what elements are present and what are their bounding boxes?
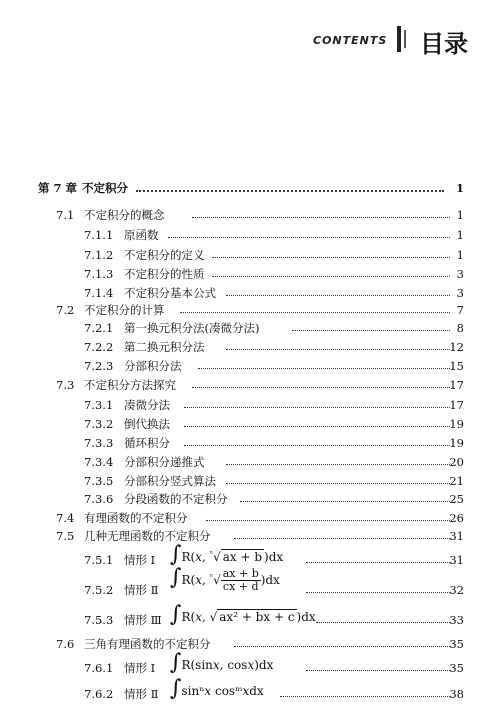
toc-leader (240, 491, 450, 502)
formula-part: , cos (219, 658, 248, 672)
toc-leader (306, 660, 450, 671)
toc-leader (212, 266, 450, 277)
toc-num: 7.3 (56, 378, 75, 392)
toc-leader (306, 582, 450, 593)
formula-var: x (195, 573, 202, 587)
toc-title: 原函数 (124, 228, 159, 242)
toc-title: 分部积分递推式 (124, 455, 205, 469)
toc-num: 7.1.2 (84, 248, 114, 262)
toc-subsection-7-6-2[interactable] (84, 686, 464, 702)
toc-num: 7.6.2 (84, 687, 114, 701)
formula-radicand: ax² + bx + c (219, 610, 295, 624)
formula-part: )dx (296, 610, 316, 624)
integral-sign: ∫ (170, 676, 182, 701)
toc-subsection-7-1-2[interactable] (84, 247, 464, 263)
toc-title: 不定积分方法探究 (84, 378, 176, 392)
integral-sign: ∫ (170, 565, 182, 590)
toc-subsection-7-1-3[interactable] (84, 266, 464, 282)
toc-num: 7.2.1 (84, 321, 114, 335)
toc-leader (192, 207, 450, 218)
header-bar (397, 26, 401, 52)
toc-leader (280, 686, 450, 697)
toc-num: 7.4 (56, 511, 75, 525)
toc-page: 25 (449, 492, 464, 506)
toc-section-7-6[interactable] (56, 636, 464, 652)
toc-title: 分段函数的不定积分 (124, 492, 228, 506)
formula-part: dx (249, 684, 264, 698)
toc-page: 35 (449, 637, 464, 651)
toc-subsection-7-2-2[interactable] (84, 339, 464, 355)
toc-subsection-7-3-6[interactable] (84, 491, 464, 507)
toc-page: 12 (449, 340, 464, 354)
toc-leader (184, 416, 450, 427)
toc-page: 1 (456, 228, 464, 242)
toc-subsection-7-3-4[interactable] (84, 454, 464, 470)
toc-num: 7.5.3 (84, 613, 114, 627)
integral-sign: ∫ (170, 650, 182, 675)
contents-label: CONTENTS (313, 34, 388, 47)
formula-part: , (201, 573, 210, 587)
toc-leader (184, 397, 450, 408)
formula-part: sinⁿ (181, 684, 205, 698)
toc-subsection-7-1-4[interactable] (84, 285, 464, 301)
toc-num: 7.2 (56, 303, 75, 317)
toc-subsection-7-2-1[interactable] (84, 320, 464, 336)
toc-page: 1 (455, 181, 464, 195)
toc-leader (316, 612, 450, 623)
page-title: 目录 (420, 30, 468, 58)
toc-title: 第一换元积分法(凑微分法) (124, 321, 260, 335)
toc-leader (306, 552, 450, 563)
integral-sign: ∫ (170, 542, 182, 567)
toc-page: 8 (456, 321, 464, 335)
toc-leader (226, 454, 450, 465)
toc-leader (226, 285, 450, 296)
header-bar-thin (404, 30, 406, 48)
toc-leader (292, 320, 450, 331)
toc-title: 情形 Ⅱ (124, 583, 159, 597)
toc-title: 分部积分竖式算法 (124, 474, 216, 488)
toc-section-7-1[interactable] (56, 207, 464, 223)
toc-subsection-7-3-1[interactable] (84, 397, 464, 413)
toc-page: 35 (449, 661, 464, 675)
toc-subsection-7-3-3[interactable] (84, 435, 464, 451)
toc-leader (136, 180, 444, 192)
formula-fraction (221, 568, 261, 593)
toc-title: 不定积分的计算 (84, 303, 165, 317)
integral-sign: ∫ (170, 602, 182, 627)
toc-title: 分部积分法 (124, 359, 182, 373)
toc-page: 38 (449, 687, 464, 701)
formula-part: )dx (264, 550, 284, 564)
toc-leader (168, 227, 450, 238)
toc-page: 15 (449, 359, 464, 373)
formula-part: )dx (260, 573, 280, 587)
toc-page: 21 (449, 474, 464, 488)
toc-chapter-7[interactable] (38, 180, 464, 196)
toc-leader (184, 435, 450, 446)
formula-var: x (247, 658, 255, 672)
toc-leader (180, 302, 450, 313)
toc-num: 7.6 (56, 637, 75, 651)
formula-7-6-1 (170, 650, 274, 675)
formula-7-5-3: ∫R(x, √ ax² + bx + c )dx (170, 602, 316, 627)
toc-num: 7.6.1 (84, 661, 114, 675)
formula-7-5-1: ∫R(x, $^{^n}$√ ax + b )dx (170, 542, 284, 567)
formula-part: , (201, 550, 210, 564)
toc-page: 26 (449, 511, 464, 525)
toc-page: 19 (449, 417, 464, 431)
toc-title: 情形 Ⅰ (124, 661, 156, 675)
toc-num: 7.3.4 (84, 455, 114, 469)
toc-page: 20 (449, 455, 464, 469)
formula-var: x (195, 610, 202, 624)
toc-subsection-7-6-1[interactable] (84, 660, 464, 676)
toc-title: 循环积分 (124, 436, 170, 450)
toc-leader (206, 510, 450, 521)
toc-page: 3 (456, 286, 464, 300)
toc-title: 不定积分的性质 (124, 267, 205, 281)
toc-page: 17 (449, 378, 464, 392)
formula-part: cosᵐ (211, 684, 243, 698)
toc-num: 7.3.6 (84, 492, 114, 506)
toc-leader (212, 247, 450, 258)
toc-leader (234, 636, 450, 647)
toc-leader (234, 528, 450, 539)
toc-page: 17 (449, 398, 464, 412)
formula-var: x (204, 684, 212, 698)
toc-title: 情形 Ⅲ (124, 613, 162, 627)
toc-num: 7.5.2 (84, 583, 114, 597)
toc-subsection-7-3-2[interactable] (84, 416, 464, 432)
toc-page: 31 (449, 529, 464, 543)
formula-index: ⁿ (209, 549, 214, 558)
formula-part: R( (181, 550, 196, 564)
toc-title: 不定积分 (82, 181, 128, 195)
toc-title: 情形 Ⅱ (124, 687, 159, 701)
toc-leader (192, 377, 450, 388)
formula-var: x (242, 684, 250, 698)
toc-leader (198, 358, 450, 369)
fraction-numerator: ax + b (222, 567, 259, 580)
toc-title: 有理函数的不定积分 (84, 511, 188, 525)
formula-var: x (195, 550, 202, 564)
toc-section-7-3[interactable] (56, 377, 464, 393)
toc-title: 凑微分法 (124, 398, 170, 412)
toc-section-7-5[interactable] (56, 528, 464, 544)
toc-num: 7.5.1 (84, 553, 114, 567)
toc-title: 倒代换法 (124, 417, 170, 431)
formula-7-5-2: ∫R(x, $^{^n}$√ $\frac{ax + b}{cx + d}$ )dx (170, 565, 280, 593)
toc-title: 情形 Ⅰ (124, 553, 156, 567)
formula-var: x (212, 658, 220, 672)
formula-part: R( (181, 573, 196, 587)
toc-title: 三角有理函数的不定积分 (84, 637, 211, 651)
formula-part: R(sin (181, 658, 213, 672)
toc-page: 3 (456, 267, 464, 281)
toc-page: 19 (449, 436, 464, 450)
formula-part: R( (181, 610, 196, 624)
toc-subsection-7-1-1[interactable] (84, 227, 464, 243)
toc-num: 7.1 (56, 208, 75, 222)
toc-num: 7.1.1 (84, 228, 114, 242)
formula-7-6-2 (170, 676, 264, 701)
formula-part: )dx (254, 658, 274, 672)
toc-title: 不定积分基本公式 (124, 286, 216, 300)
toc-page: 1 (456, 208, 464, 222)
toc-page: 33 (449, 613, 464, 627)
fraction-denominator: cx + d (222, 580, 259, 593)
toc-subsection-7-3-5[interactable] (84, 473, 464, 489)
toc-page: 7 (456, 303, 464, 317)
page-header (0, 22, 500, 58)
toc-num: 7.3.3 (84, 436, 114, 450)
toc-num: 第 7 章 (38, 181, 78, 195)
toc-num: 7.1.4 (84, 286, 114, 300)
toc-title: 第二换元积分法 (124, 340, 205, 354)
toc-leader (226, 339, 450, 350)
formula-part: , (201, 610, 210, 624)
toc-title: 不定积分的定义 (124, 248, 205, 262)
toc-page: 31 (449, 553, 464, 567)
toc-subsection-7-2-3[interactable] (84, 358, 464, 374)
formula-index: ⁿ (209, 572, 214, 581)
toc-num: 7.2.2 (84, 340, 114, 354)
toc-num: 7.3.1 (84, 398, 114, 412)
toc-num: 7.3.5 (84, 474, 114, 488)
toc-page: 32 (449, 583, 464, 597)
toc-page: 1 (456, 248, 464, 262)
toc-num: 7.3.2 (84, 417, 114, 431)
toc-leader (226, 473, 450, 484)
toc-title: 不定积分的概念 (84, 208, 165, 222)
toc-section-7-4[interactable] (56, 510, 464, 526)
toc-num: 7.1.3 (84, 267, 114, 281)
formula-radicand: ax + b (222, 550, 263, 564)
toc-title: 几种无理函数的不定积分 (84, 529, 211, 543)
toc-section-7-2[interactable] (56, 302, 464, 318)
toc-num: 7.2.3 (84, 359, 114, 373)
toc-num: 7.5 (56, 529, 75, 543)
